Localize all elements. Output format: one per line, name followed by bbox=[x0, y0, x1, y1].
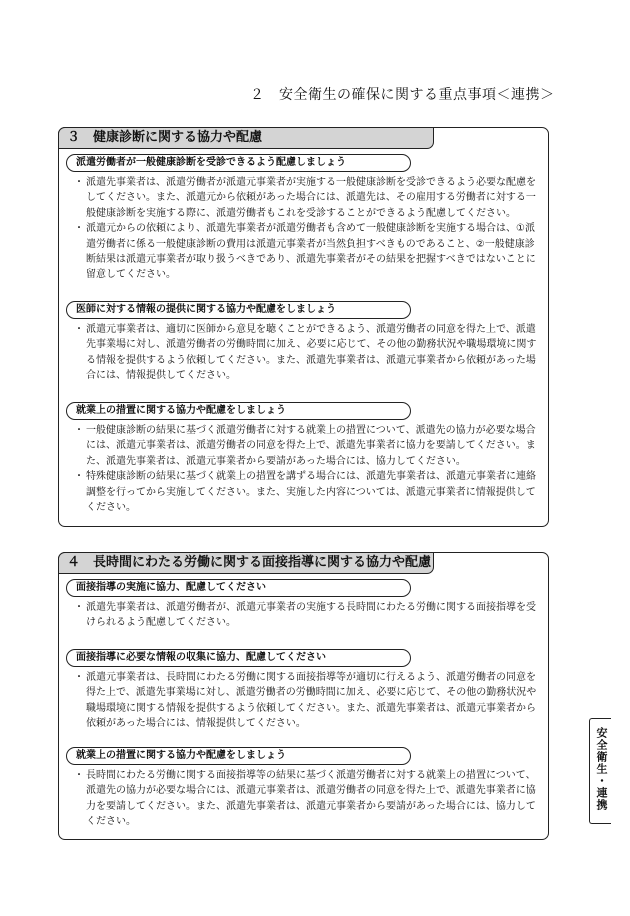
section-title: 長時間にわたる労働に関する面接指導に関する協力や配慮 bbox=[93, 555, 432, 570]
subsection-heading: 就業上の措置に関する協力や配慮をしましょう bbox=[66, 747, 411, 765]
bullet: ・ bbox=[74, 672, 84, 683]
paragraph-text: 長時間にわたる労働に関する面接指導等の結果に基づく派遣労働者に対する就業上の措置について、派遣先の協力が必要な場合には、派遣元事業者は、派遣労働者の同意を得た上で、派遣先事業者に協力を要請してください。また、派遣先事業者は、派遣元事業者から要請があった場合には、協力してください。 bbox=[86, 770, 536, 828]
subsection-heading: 派遣労働者が一般健康診断を受診できるよう配慮しましょう bbox=[66, 154, 411, 172]
section-4 bbox=[58, 552, 549, 840]
bullet: ・ bbox=[74, 471, 84, 483]
side-tab bbox=[589, 718, 611, 824]
paragraph-text: 特殊健康診断の結果に基づく就業上の措置を講ずる場合には、派遣先事業者は、派遣元事業者に連絡調整を行ってから実施してください。また、実施した内容については、派遣元事業者に情報提供してください。 bbox=[86, 471, 536, 514]
subsection-interview-support bbox=[66, 579, 540, 631]
paragraph bbox=[74, 322, 540, 384]
paragraph bbox=[74, 768, 540, 830]
subsection-body bbox=[66, 322, 540, 384]
subsection-general-checkup bbox=[66, 154, 540, 283]
subsection-body bbox=[66, 768, 540, 830]
paragraph bbox=[74, 600, 540, 631]
subsection-body bbox=[66, 600, 540, 631]
bullet: ・ bbox=[74, 324, 84, 335]
paragraph bbox=[74, 469, 540, 515]
subsection-body bbox=[66, 670, 540, 732]
paragraph-text: 派遣元からの依頼により、派遣先事業者が派遣労働者も含めて一般健康診断を実施する場合は、①派遣労働者に係る一般健康診断の費用は派遣元事業者が当然負担すべきものであること、②一般健康診断結果は派遣元事業者が取り扱うべきであり、派遣先事業者がその結果を把握すべきではないことに留意してください。 bbox=[86, 223, 536, 281]
paragraph-text: 派遣元事業者は、適切に医師から意見を聴くことができるよう、派遣労働者の同意を得た上で、派遣先事業場に対し、派遣労働者の労働時間に加え、必要に応じて、その他の勤務状況や職場環境に関する情報を提供するよう依頼してください。また、派遣先事業者は、派遣元事業者から依頼があった場合には、情報提供してください。 bbox=[86, 324, 537, 382]
section-number: ３ bbox=[67, 130, 81, 145]
paragraph bbox=[74, 423, 540, 469]
paragraph-text: 派遣元事業者は、長時間にわたる労働に関する面接指導等が適切に行えるよう、派遣労働者の同意を得た上で、派遣先事業場に対し、派遣労働者の労働時間に加え、必要に応じて、その他の勤務状況や職場環境に関する情報を提供するよう依頼してください。また、派遣先事業者は、派遣元事業者から依頼があった場合には、情報提供してください。 bbox=[86, 672, 537, 730]
subsection-body bbox=[66, 175, 540, 283]
side-tab-label: 安全衛生・連携 bbox=[595, 727, 608, 811]
section-number: ４ bbox=[67, 555, 81, 570]
bullet: ・ bbox=[74, 425, 84, 436]
subsection-work-measures bbox=[66, 402, 540, 515]
bullet: ・ bbox=[74, 770, 84, 781]
subsection-heading: 面接指導に必要な情報の収集に協力、配慮してください bbox=[66, 649, 411, 667]
page-header: ２ 安全衛生の確保に関する重点事項＜連携＞ bbox=[250, 87, 555, 103]
subsection-work-measures-2 bbox=[66, 747, 540, 830]
paragraph-text: 派遣先事業者は、派遣労働者が派遣元事業者が実施する一般健康診断を受診できるよう必要な配慮をしてください。また、派遣元から依頼があった場合には、派遣先は、その雇用する労働者に対する一般健康診断を実施する際に、派遣労働者もこれを受診することができるよう配慮してください。 bbox=[86, 177, 536, 219]
subsection-heading: 面接指導の実施に協力、配慮してください bbox=[66, 579, 411, 597]
paragraph-text: 一般健康診断の結果に基づく派遣労働者に対する就業上の措置について、派遣先の協力が必要な場合には、派遣元事業者は、派遣労働者の同意を得た上で、派遣先事業者に協力を要請してください。また、派遣先事業者は、派遣元事業者から要請があった場合には、協力してください。 bbox=[86, 425, 536, 467]
subsection-body bbox=[66, 423, 540, 515]
paragraph bbox=[74, 670, 540, 732]
bullet: ・ bbox=[74, 602, 84, 613]
subsection-doctor-info bbox=[66, 301, 540, 384]
section-3 bbox=[58, 127, 549, 527]
bullet: ・ bbox=[74, 223, 84, 235]
paragraph bbox=[74, 221, 540, 283]
subsection-info-collection bbox=[66, 649, 540, 732]
paragraph-text: 派遣先事業者は、派遣労働者が、派遣元事業者の実施する長時間にわたる労働に関する面接指導を受けられるよう配慮してください。 bbox=[86, 602, 536, 629]
subsection-heading: 医師に対する情報の提供に関する協力や配慮をしましょう bbox=[66, 301, 411, 319]
section-title-bar bbox=[58, 552, 434, 574]
section-title: 健康診断に関する協力や配慮 bbox=[93, 130, 263, 145]
bullet: ・ bbox=[74, 177, 84, 188]
paragraph bbox=[74, 175, 540, 221]
subsection-heading: 就業上の措置に関する協力や配慮をしましょう bbox=[66, 402, 411, 420]
section-title-bar bbox=[58, 127, 434, 149]
